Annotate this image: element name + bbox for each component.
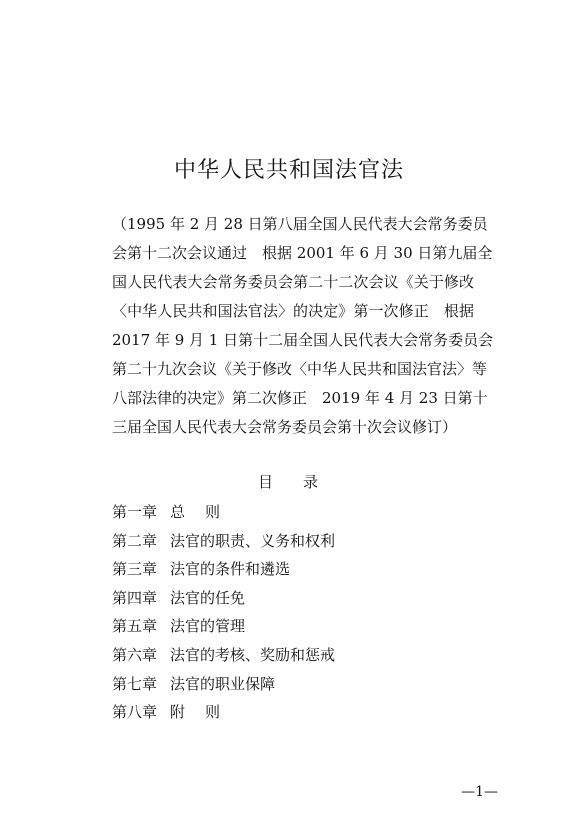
preamble-line: 第二十九次会议《关于修改〈中华人民共和国法官法〉等 bbox=[112, 360, 488, 378]
chapter-title: 法官的管理 bbox=[170, 617, 246, 636]
chapter-number: 第一章 bbox=[112, 503, 158, 521]
toc-heading-char: 录 bbox=[303, 473, 321, 491]
toc-item[interactable] bbox=[112, 584, 335, 613]
toc-item[interactable] bbox=[112, 641, 335, 670]
chapter-title: 法官的职责、义务和权利 bbox=[170, 531, 336, 550]
toc-heading bbox=[0, 468, 578, 496]
preamble-line: 2017 年 9 月 1 日第十二届全国人民代表大会常务委员会 bbox=[112, 331, 494, 349]
chapter-number: 第六章 bbox=[112, 645, 158, 664]
chapter-number: 第七章 bbox=[112, 674, 158, 693]
chapter-title: 法官的条件和遴选 bbox=[170, 560, 291, 579]
preamble-line: 国人民代表大会常务委员会第二十二次会议《关于修改 bbox=[112, 273, 474, 291]
toc-heading-char: 目 bbox=[257, 473, 275, 491]
chapter-title: 附则 bbox=[170, 703, 241, 722]
chapter-number: 第三章 bbox=[112, 560, 158, 579]
preamble-line: 会第十二次会议通过 根据 2001 年 6 月 30 日第九届全 bbox=[112, 244, 493, 262]
chapter-title: 法官的职业保障 bbox=[170, 674, 276, 693]
toc-item[interactable] bbox=[112, 555, 335, 584]
preamble-line: （1995 年 2 月 28 日第八届全国人民代表大会常务委员 bbox=[112, 215, 488, 233]
legislative-history bbox=[112, 210, 494, 442]
toc-item[interactable] bbox=[112, 498, 335, 527]
chapter-title: 法官的任免 bbox=[170, 588, 246, 607]
preamble-line: 〈中华人民共和国法官法〉的决定》第一次修正 根据 bbox=[112, 302, 474, 320]
chapter-title: 总则 bbox=[170, 503, 241, 521]
table-of-contents bbox=[112, 498, 335, 727]
chapter-number: 第四章 bbox=[112, 588, 158, 607]
page-number: —1— bbox=[461, 784, 498, 800]
toc-item[interactable] bbox=[112, 698, 335, 727]
preamble-line: 八部法律的决定》第二次修正 2019 年 4 月 23 日第十 bbox=[112, 389, 488, 407]
chapter-title: 法官的考核、奖励和惩戒 bbox=[170, 645, 336, 664]
toc-item[interactable] bbox=[112, 670, 335, 699]
chapter-number: 第二章 bbox=[112, 531, 158, 550]
chapter-number: 第五章 bbox=[112, 617, 158, 636]
page-title: 中华人民共和国法官法 bbox=[173, 158, 404, 183]
toc-item[interactable] bbox=[112, 612, 335, 641]
chapter-number: 第八章 bbox=[112, 703, 158, 722]
toc-item[interactable] bbox=[112, 527, 335, 556]
preamble-line: 三届全国人民代表大会常务委员会第十次会议修订） bbox=[112, 418, 458, 436]
